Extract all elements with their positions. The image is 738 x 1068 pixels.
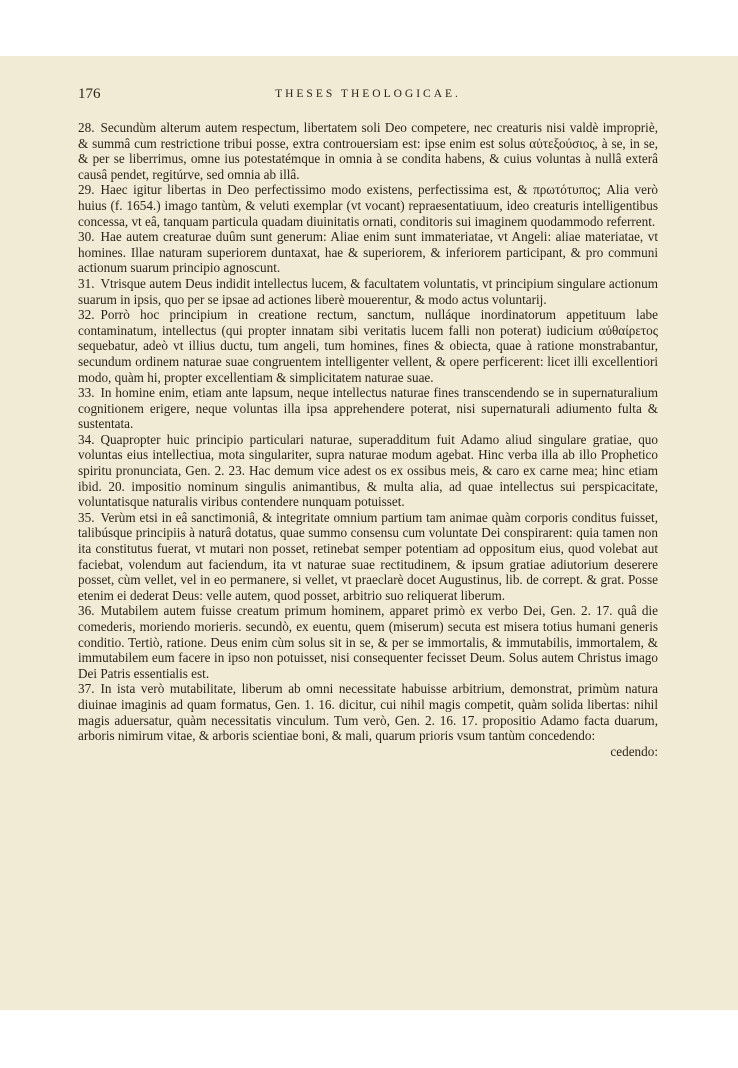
thesis-number: 31. bbox=[78, 275, 95, 291]
running-title: THESES THEOLOGICAE. bbox=[275, 88, 461, 100]
thesis-text: Verùm etsi in eâ sanctimoniâ, & integritate omnium partium tam animae quàm corporis conditus fuisset, talibúsque principiis à naturâ dotatus, quae summo consensu cum voluntate Dei conspirarent: quia tamen non ita constitutus fuerat, vt mutari non posset, retinebat semper potentiam ad oppositum eius, quod volebat aut faciebat, volendum aut faciendum, ita vt naturae suae rectitudinem, & ipsum gratiae adiutorium deserere posset, cùm vellet, vel in eo permanere, si vellet, vt praeclarè docet Augustinus, lib. de corrept. & grat. Posse etenim ei dederat Deus: velle autem, quod posset, arbitrio suo reliquerat liberum. bbox=[78, 509, 658, 603]
thesis-36 bbox=[78, 603, 658, 681]
thesis-text: Hae autem creaturae duûm sunt generum: Aliae enim sunt immateriatae, vt Angeli: aliae materiatae, vt homines. Illae naturam superiorem duntaxat, hae & superiorem, & inferiorem participant, & pro communi actionum suarum principio agnoscunt. bbox=[78, 229, 658, 276]
thesis-34 bbox=[78, 432, 658, 510]
thesis-32 bbox=[78, 307, 658, 385]
catchword: cedendo: bbox=[610, 743, 658, 759]
thesis-text: Secundùm alterum autem respectum, libertatem soli Deo competere, nec creaturis nisi valdè impropriè, & summâ cum restrictione tribui posse, extra controuersiam est: ipse enim est solus αὐτεξούσιος, à se, in se, & per se liberrimus, omne ius potestatémque in omnia à se condita habens, & cuius voluntas à nullâ exterâ causâ pendet, regitúrve, sed omnia ab illâ. bbox=[78, 120, 658, 182]
running-header bbox=[78, 86, 658, 106]
thesis-number: 28. bbox=[78, 120, 95, 135]
thesis-28 bbox=[78, 120, 658, 182]
thesis-text: Quapropter huic principio particulari naturae, superadditum fuit Adamo aliud singulare gratiae, quo voluntas eius intellectiua, mota singulariter, supra naturae modum agebat. Hinc verba illa ab illo Prophetico spiritu pronunciata, Gen. 2. 23. Hac demum vice adest os ex ossibus meis, & caro ex carne mea; hinc etiam ibid. 20. impositio nominum singulis animantibus, & multa alia, ad quae intellectus sui perspicacitate, voluntatisque naturalis viribus contendere nunquam potuisset. bbox=[78, 431, 658, 510]
thesis-text: Mutabilem autem fuisse creatum primum hominem, apparet primò ex verbo Dei, Gen. 2. 17. quâ die comederis, moriendo morieris. secundò, ex euentu, quem (miserum) secuta est misera totius humani generis conditio. Tertiò, ratione. Deus enim cùm solus sit in se, & per se immortalis, & immutabilis, immortalem, & immutabilem eum facere in ipso non potuisset, nisi consequenter fecisset Deum. Solus autem Christus imago Dei Patris essentialis est. bbox=[78, 603, 658, 681]
page-sheet bbox=[0, 56, 738, 1010]
thesis-30 bbox=[78, 229, 658, 276]
thesis-29 bbox=[78, 182, 658, 229]
thesis-text: In ista verò mutabilitate, liberum ab omni necessitate habuisse arbitrium, demonstrat, primùm natura diuinae imaginis ad quam formatus, Gen. 1. 16. dicitur, cui nihil magis competit, quàm solida libertas: nihil magis aduersatur, quàm necessitatis vinculum. Tum verò, Gen. 2. 16. 17. propositio Adamo facta duarum, arboris nimirum vitae, & arboris scientiae boni, & mali, quarum prioris vsum tantùm concedendo: bbox=[78, 681, 658, 744]
thesis-number: 30. bbox=[78, 229, 95, 245]
thesis-number: 34. bbox=[78, 431, 95, 447]
thesis-number: 29. bbox=[78, 182, 95, 198]
thesis-number: 37. bbox=[78, 681, 95, 697]
thesis-35 bbox=[78, 510, 658, 604]
thesis-31 bbox=[78, 276, 658, 307]
page-number: 176 bbox=[78, 86, 101, 102]
thesis-number: 33. bbox=[78, 385, 95, 401]
text-body bbox=[78, 120, 658, 759]
thesis-text: Vtrisque autem Deus indidit intellectus lucem, & facultatem voluntatis, vt principium singulare actionum suarum in ipsis, quo per se ipsae ad actiones liberè mouerentur, & modo actus voluntarij. bbox=[78, 275, 658, 307]
thesis-text: In homine enim, etiam ante lapsum, neque intellectus naturae fines transcendendo se in supernaturalium cognitionem erigere, neque voluntas illa ipsa apprehendere poterat, nisi supernaturali adiumento fulta & sustentata. bbox=[78, 385, 658, 432]
thesis-33 bbox=[78, 385, 658, 432]
thesis-text: Haec igitur libertas in Deo perfectissimo modo existens, perfectissima est, & πρωτότυπος; Alia verò huius (f. 1654.) imago tantùm, & veluti exemplar (vt vocant) repraesentatiuum, ideo creaturis intelligentibus concessa, vt eâ, tanquam particula quadam diuinitatis ornati, conditoris sui imaginem quodammodo referrent. bbox=[78, 182, 658, 229]
thesis-text: Porrò hoc principium in creatione rectum, sanctum, nulláque inordinatorum appetituum labe contaminatum, intellectus (qui propter innatam sibi veritatis lucem falli non poterat) iudicium αὐθαίρετος sequebatur, adeò vt illius ductu, tum angeli, tum homines, fines & obiecta, quae à ratione monstrabantur, secundum ordinem naturae suae congruentem intelligenter vellent, & opere perficerent: licet illi excellentiori modo, quàm hi, propter excellentiam & simplicitatem naturae suae. bbox=[78, 307, 658, 385]
thesis-37 bbox=[78, 681, 658, 743]
thesis-number: 35. bbox=[78, 509, 95, 525]
thesis-number: 32. bbox=[78, 307, 95, 323]
thesis-number: 36. bbox=[78, 603, 95, 619]
